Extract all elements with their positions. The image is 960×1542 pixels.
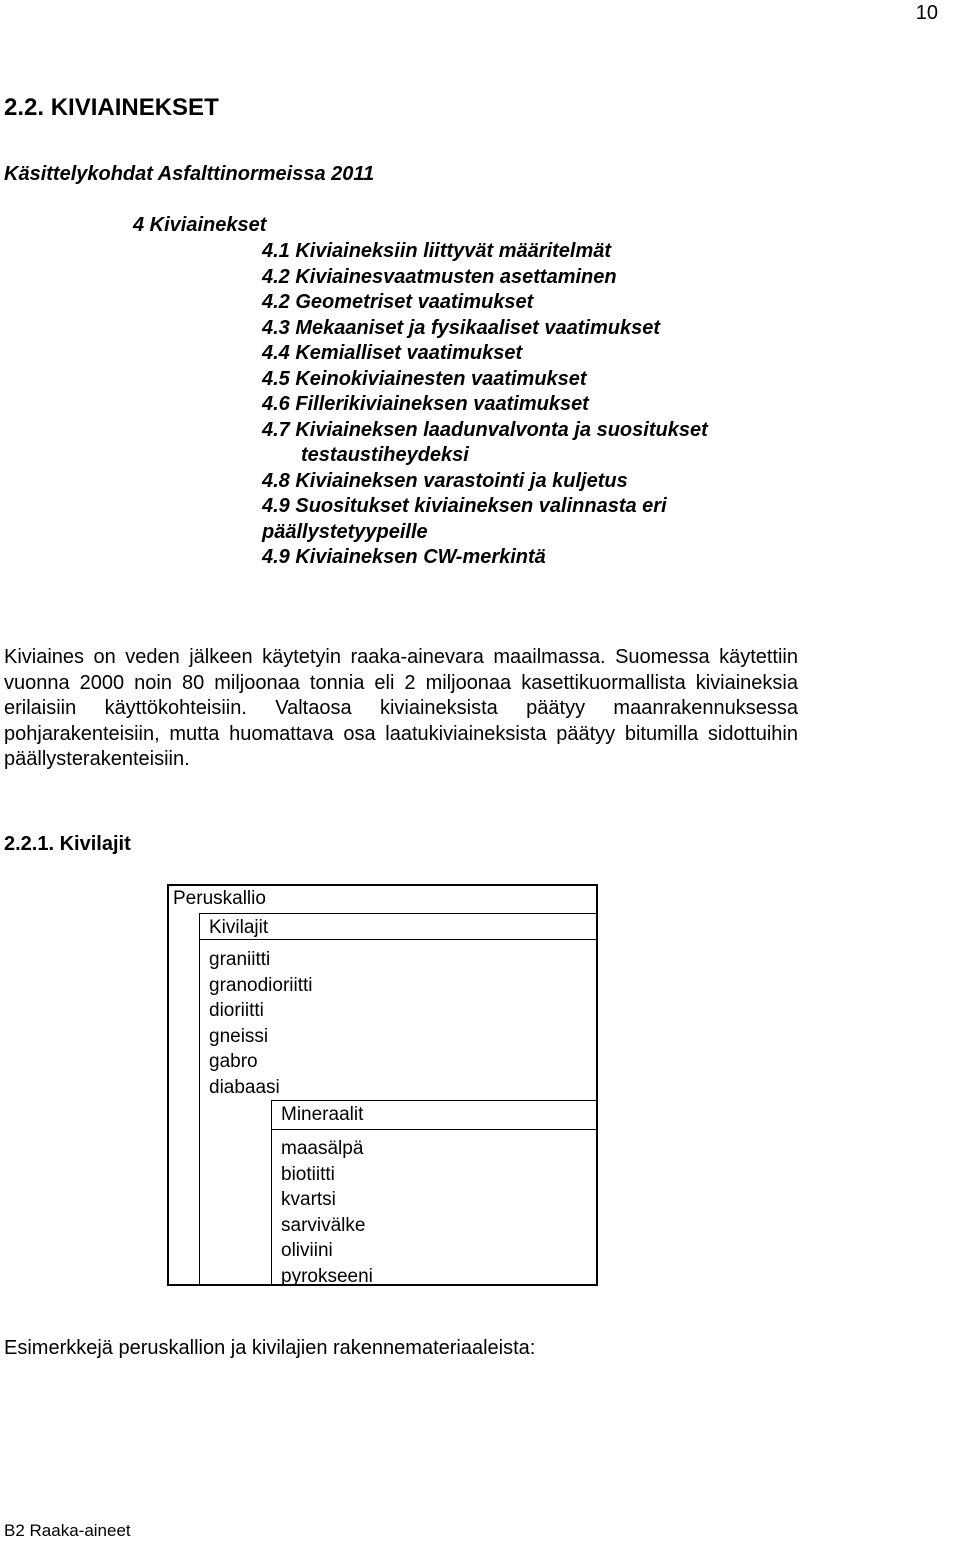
toc-item: 4.8 Kiviaineksen varastointi ja kuljetus bbox=[262, 469, 628, 492]
toc-item: 4.9 Kiviaineksen CW-merkintä bbox=[262, 546, 546, 568]
mineral-item: maasälpä bbox=[281, 1138, 364, 1159]
toc-item: 4.2 Kiviainesvaatmusten asettaminen bbox=[262, 265, 617, 288]
mineral-item: sarvivälke bbox=[281, 1214, 366, 1236]
divider bbox=[199, 913, 598, 914]
rock-list bbox=[209, 947, 313, 1100]
mineral-item: biotiitti bbox=[281, 1163, 335, 1185]
subsection-title: 2.2.1. Kivilajit bbox=[4, 833, 131, 855]
divider bbox=[271, 1100, 272, 1286]
table-of-contents bbox=[262, 239, 708, 571]
toc-item: 4.6 Fillerikiviaineksen vaatimukset bbox=[262, 393, 589, 415]
divider bbox=[271, 1129, 598, 1130]
toc-item: 4.9 Suositukset kiviaineksen valinnasta eri bbox=[262, 495, 667, 517]
divider bbox=[199, 913, 200, 1286]
rock-classification-table bbox=[167, 884, 598, 1286]
mineral-item: oliviini bbox=[281, 1240, 333, 1261]
divider bbox=[271, 1100, 598, 1101]
body-paragraph: Kiviaines on veden jälkeen käytetyin raaka-ainevara maailmassa. Suomessa käytettiin vuonna 2000 noin 80 miljoonaa tonnia eli 2 miljoonaa kasettikuormallista kiviaineksia erilaisiin käyttökohteisiin. Valtaosa kiviaineksista päätyy maanrakennuksessa pohjarakenteisiin, mutta huomattava osa laatukiviaineksista päätyy bitumilla sidottuihin päällysterakenteisiin. bbox=[4, 646, 798, 771]
rock-item: dioriitti bbox=[209, 1000, 264, 1021]
toc-item: 4.1 Kiviaineksiin liittyvät määritelmät bbox=[262, 240, 612, 262]
root-label: Peruskallio bbox=[173, 888, 266, 909]
mineral-item: kvartsi bbox=[281, 1189, 336, 1210]
toc-item: 4.5 Keinokiviainesten vaatimukset bbox=[262, 367, 587, 390]
rock-item: gabro bbox=[209, 1051, 258, 1072]
minerals-header: Mineraalit bbox=[281, 1104, 364, 1125]
divider bbox=[199, 939, 598, 940]
toc-title: 4 Kiviainekset bbox=[133, 214, 267, 236]
toc-item: 4.7 Kiviaineksen laadunvalvonta ja suositukset bbox=[262, 418, 708, 441]
toc-item-continuation: testaustiheydeksi bbox=[301, 444, 469, 466]
rock-item: granodioriitti bbox=[209, 974, 313, 996]
rock-item: gneissi bbox=[209, 1025, 269, 1047]
toc-item-continuation: päällystetyypeille bbox=[262, 520, 428, 543]
closing-text: Esimerkkejä peruskallion ja kivilajien rakennemateriaaleista: bbox=[4, 1337, 536, 1359]
toc-item: 4.2 Geometriset vaatimukset bbox=[262, 291, 534, 313]
page-number: 10 bbox=[915, 2, 938, 24]
subheading: Käsittelykohdat Asfalttinormeissa 2011 bbox=[4, 163, 375, 185]
toc-item: 4.4 Kemialliset vaatimukset bbox=[262, 342, 523, 364]
rock-item: graniitti bbox=[209, 949, 271, 970]
rock-types-header: Kivilajit bbox=[209, 917, 269, 938]
rock-item: diabaasi bbox=[209, 1076, 280, 1098]
page-footer: B2 Raaka-aineet bbox=[4, 1521, 131, 1540]
mineral-item: pyrokseeni bbox=[281, 1265, 373, 1287]
mineral-list bbox=[281, 1136, 373, 1289]
toc-item: 4.3 Mekaaniset ja fysikaaliset vaatimukset bbox=[262, 316, 661, 339]
section-title: 2.2. KIVIAINEKSET bbox=[4, 94, 219, 121]
